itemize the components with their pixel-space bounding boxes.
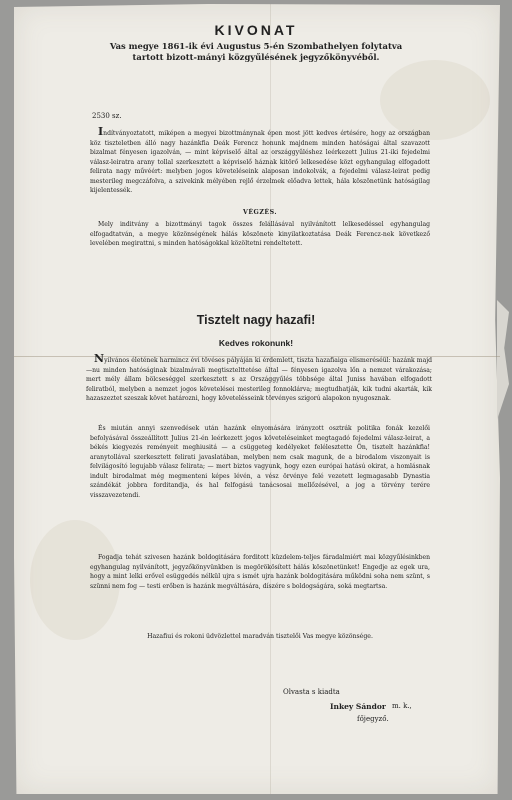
- signer-name: Inkey Sándor: [330, 702, 386, 711]
- decision-heading: VÉGZÉS.: [243, 209, 277, 216]
- document-title: KIVONAT: [214, 22, 298, 38]
- signer-title: főjegyző.: [357, 715, 389, 723]
- document-number: 2530 sz.: [92, 112, 122, 120]
- paragraph-text: ndítványoztatott, miképen a megyei bizottmánynak épen most jött kedves értésére, hogy az országban köz tiszteletben álló nagy hazánkfia Deák Ferencz honunk majdnem minden hatóságai által szavazott bizalmat fényesen igazolván, — mint képviselő által az országgyűléshez leérkezett Julius 21-iki fejedelmi válasz-leiratra arany tollal szerkesztett a képviselő háznak kitörő lelkesedése közt egyhangulag elfogadott felirata nagy művéért: melyben jogos követeléseink alaposan indokolvák, a fejedelmi válasz-leirat pedig mesterileg megczáfolva, a szivekink mélyében rejlő érzelmek előadva lettek, hála köszönetünk hatóságilag kijelentessék.: [90, 130, 430, 195]
- paragraph-text: yilvános életének harmincz évi tövéses pályáján ki érdemlett, tiszta hazafiaiga elismeréséül: hazánk majd —nu minden hatóságinak bizalmávali megtisztelttetése által — fényesen igazolva lőn a nemzet várakozása; mert mély állam bölcseséggel szerkesztett s az Országgyűlés többsége által Juniss havában elfogadott feliratból, melyben a nemzet jogos követelései mesterileg fonnoklárva; megtudhatják, kik tudni akarták, kik hazaszeztet szeszak követ határozni, hogy követelésseink törvényes szigorú alapokon nyugosznak.: [86, 357, 432, 403]
- drop-initial: I: [98, 125, 104, 138]
- paragraph-letter-2: És miután annyi szenvedések után hazánk elnyomására irányzott osztrák politika fonák kezelői befolyásával összeállított Julius 21-én leérkezett jogos követeléseinket megtagadó fejedelmi válasz-leirat, a békés kiegyezés reményeit meghiusitá — a csüggeteg kedélyeket felélesztette Ön, tisztelt hazánkfia! aranytollával szerkesztett felirati javaslatában, melyben nem csak magunk, de a birodalom viszonyait is felvilágosító legujabb válasz felirata; — mert biztos vagyunk, hogy ezen európai hatású okirat, a homlásnak indult birodalmat még megmenteni képes lévén, a vész örvénye felé vezetett legmagasabb Dynastia szándékát jobbra forditandja, és hal felfogású tanácsosai mellőzésével, a jog a törvény terére visszavezetendi.: [90, 425, 430, 499]
- letter-salutation: Kedves rokonunk!: [218, 338, 294, 348]
- drop-initial: N: [94, 352, 105, 365]
- signer-mk: m. k.,: [392, 702, 412, 710]
- paragraph-letter-1: [86, 354, 432, 404]
- attestation: Olvasta s kiadta: [283, 688, 340, 696]
- document-subtitle: Vas megye 1861-ik évi Augustus 5-én Szombathelyen folytatva tartott bizott-mányi közgyűlésének jegyzőkönyvéből.: [109, 41, 403, 62]
- letter-heading: Tisztelt nagy hazafi!: [196, 313, 316, 327]
- paragraph-motion: [90, 127, 430, 196]
- paragraph-decision: Mely inditvány a bizottmányi tagok összes felállásával nyilvánított lelkesedéssel egyhangulag elfogadtatván, a megye közönségének hálás köszönete kinyilatkoztatása Deák Ferencz-nek következő levelében megirattni, s minden hatóságokkal közöltetni rendeltetett.: [90, 221, 430, 248]
- paragraph-letter-3: Fogadja tehát szivesen hazánk boldogitására forditott küzdelem-teljes fáradalmiért mai közgyűlésinkben egyhangulag nyilvánított, jegyzőkönyvünkben is megörökösített hálás köszönetünket! Engedje az egek ura, hogy a mint lelki erővel esüggedés nélkül ujra s ismét ujra hazánk boldogitására működni soha nem szünt, s szünni nem fog — testi erőben is hazánk megváltására, díszére s boldogságára, soká megtartsa.: [90, 554, 430, 590]
- closing-line: Hazafiui és rokoni üdvözlettel maradván tisztelői Vas megye közönsége.: [147, 633, 373, 640]
